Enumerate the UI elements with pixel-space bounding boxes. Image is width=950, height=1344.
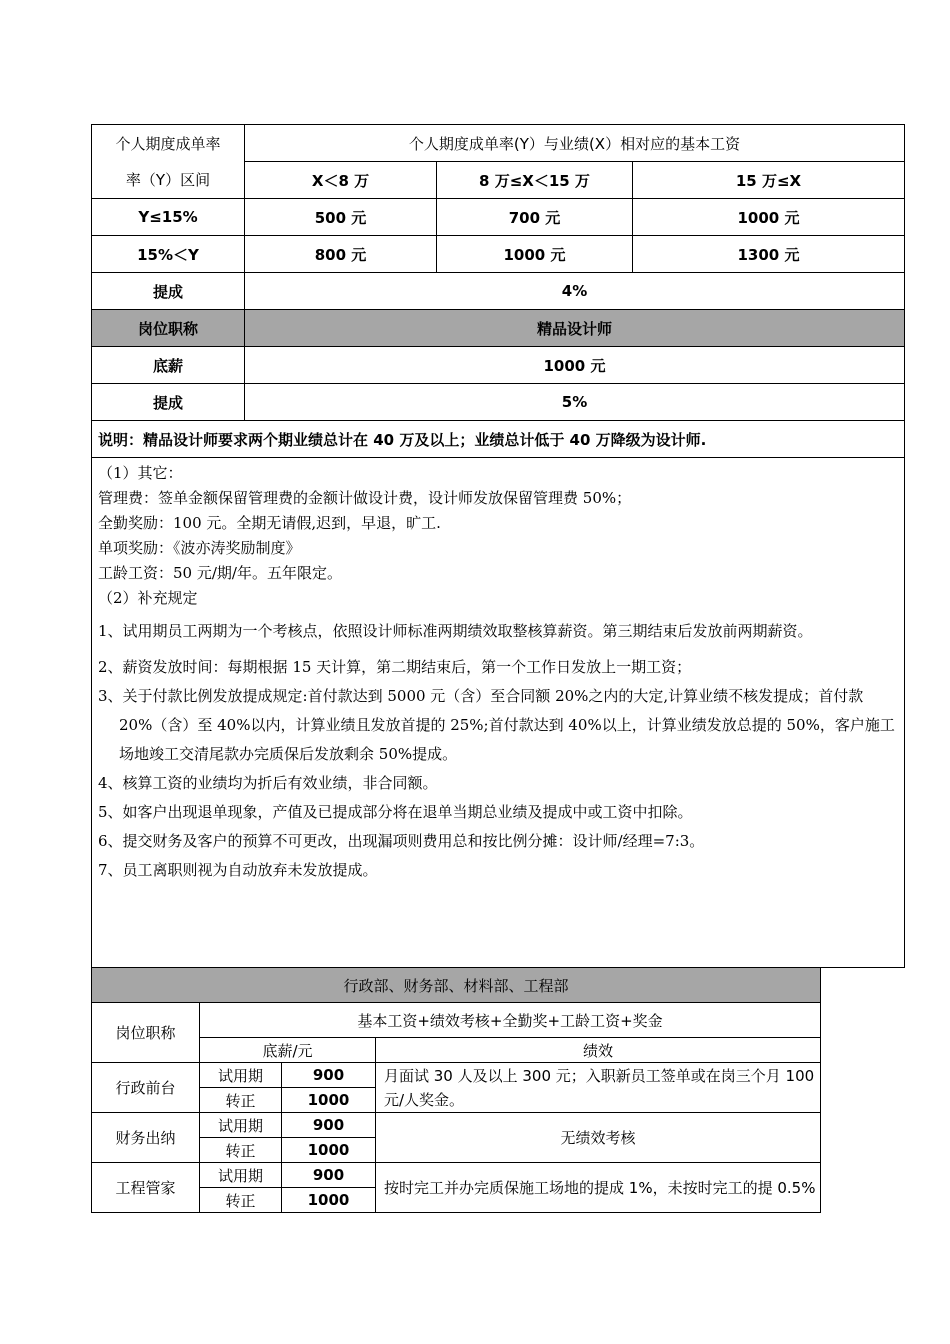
commission-value: 5% [245,384,905,421]
salary-cell: 1000 元 [633,199,905,236]
salary-cell: 1000 元 [437,236,633,273]
role-performance: 按时完工并办完质保施工场地的提成 1%，未按时完工的提 0.5% [376,1163,821,1213]
commission-value: 4% [245,273,905,310]
position-label: 岗位职称 [92,1003,200,1063]
salary-table-designer [91,124,905,968]
salary-cell: 1300 元 [633,236,905,273]
commission-label: 提成 [92,384,245,421]
base-salary-label: 底薪 [92,347,245,384]
position-label: 岗位职称 [92,310,245,347]
salary-table-admin [91,967,821,1213]
base-salary-value: 1000 元 [245,347,905,384]
probation-label: 试用期 [200,1163,282,1188]
probation-pay: 900 [282,1163,376,1188]
regular-pay: 1000 [282,1138,376,1163]
regular-pay: 1000 [282,1088,376,1113]
role-name: 工程管家 [92,1163,200,1213]
designer-note: 说明：精品设计师要求两个期业绩总计在 40 万及以上；业绩总计低于 40 万降级为设计师. [92,421,905,458]
seniority-pay-note: 工龄工资：50 元/期/年。五年限定。 [98,564,342,582]
management-fee-note: 管理费：签单金额保留管理费的金额计做设计费，设计师发放保留管理费 50%； [98,489,632,507]
regular-label: 转正 [200,1088,282,1113]
attendance-bonus-note: 全勤奖励：100 元。全期无请假,迟到，早退，旷工. [98,514,441,532]
rate-range-cell: 15%＜Y [92,236,245,273]
rule-item: 6、提交财务及客户的预算不可更改，出现漏项则费用总和按比例分摊：设计师/经理=7:3。 [98,832,705,850]
role-name: 财务出纳 [92,1113,200,1163]
role-performance: 月面试 30 人及以上 300 元；入职新员工签单或在岗三个月 100 元/人奖金。 [376,1063,821,1113]
rate-range-header-bottom: 率（Y）区间 [92,162,245,199]
col-header-x1: X＜8 万 [245,162,437,199]
regular-label: 转正 [200,1188,282,1213]
other-heading: （1）其它： [98,464,183,482]
col-header-x3: 15 万≤X [633,162,905,199]
base-salary-header: 个人期度成单率(Y）与业绩(X）相对应的基本工资 [245,125,905,162]
probation-label: 试用期 [200,1063,282,1088]
rules-section [92,458,905,968]
salary-cell: 700 元 [437,199,633,236]
special-bonus-note: 单项奖励：《波亦涛奖励制度》 [98,539,301,557]
regular-pay: 1000 [282,1188,376,1213]
rule-item: 2、薪资发放时间：每期根据 15 天计算，第二期结束后，第一个工作日发放上一期工资； [98,658,692,676]
commission-label: 提成 [92,273,245,310]
salary-formula: 基本工资+绩效考核+全勤奖+工龄工资+奖金 [200,1003,821,1038]
role-performance: 无绩效考核 [376,1113,821,1163]
regular-label: 转正 [200,1138,282,1163]
rule-item: 1、试用期员工两期为一个考核点，依照设计师标准两期绩效取整核算薪资。第三期结束后发放前两期薪资。 [98,622,813,640]
supplement-heading: （2）补充规定 [98,589,198,607]
probation-label: 试用期 [200,1113,282,1138]
rule-item: 3、关于付款比例发放提成规定:首付款达到 5000 元（含）至合同额 20%之内的大定,计算业绩不核发提成；首付款 20%（含）至 40%以内，计算业绩且发放首提的 25%;首付款达到 40%以上，计算业绩发放总提的 50%，客户施工场地竣工交清尾款办完质保后发放剩余 50%提成。 [98,687,895,763]
position-value: 精品设计师 [245,310,905,347]
salary-cell: 800 元 [245,236,437,273]
rule-item: 4、核算工资的业绩均为折后有效业绩，非合同额。 [98,774,438,792]
probation-pay: 900 [282,1113,376,1138]
probation-pay: 900 [282,1063,376,1088]
rate-range-cell: Y≤15% [92,199,245,236]
salary-cell: 500 元 [245,199,437,236]
rule-item: 7、员工离职则视为自动放弃未发放提成。 [98,861,378,879]
department-title: 行政部、财务部、材料部、工程部 [92,968,821,1003]
base-salary-header: 底薪/元 [200,1038,376,1063]
role-name: 行政前台 [92,1063,200,1113]
rule-item: 5、如客户出现退单现象，产值及已提成部分将在退单当期总业绩及提成中或工资中扣除。 [98,803,693,821]
performance-header: 绩效 [376,1038,821,1063]
col-header-x2: 8 万≤X＜15 万 [437,162,633,199]
rate-range-header-top: 个人期度成单率 [92,125,245,162]
